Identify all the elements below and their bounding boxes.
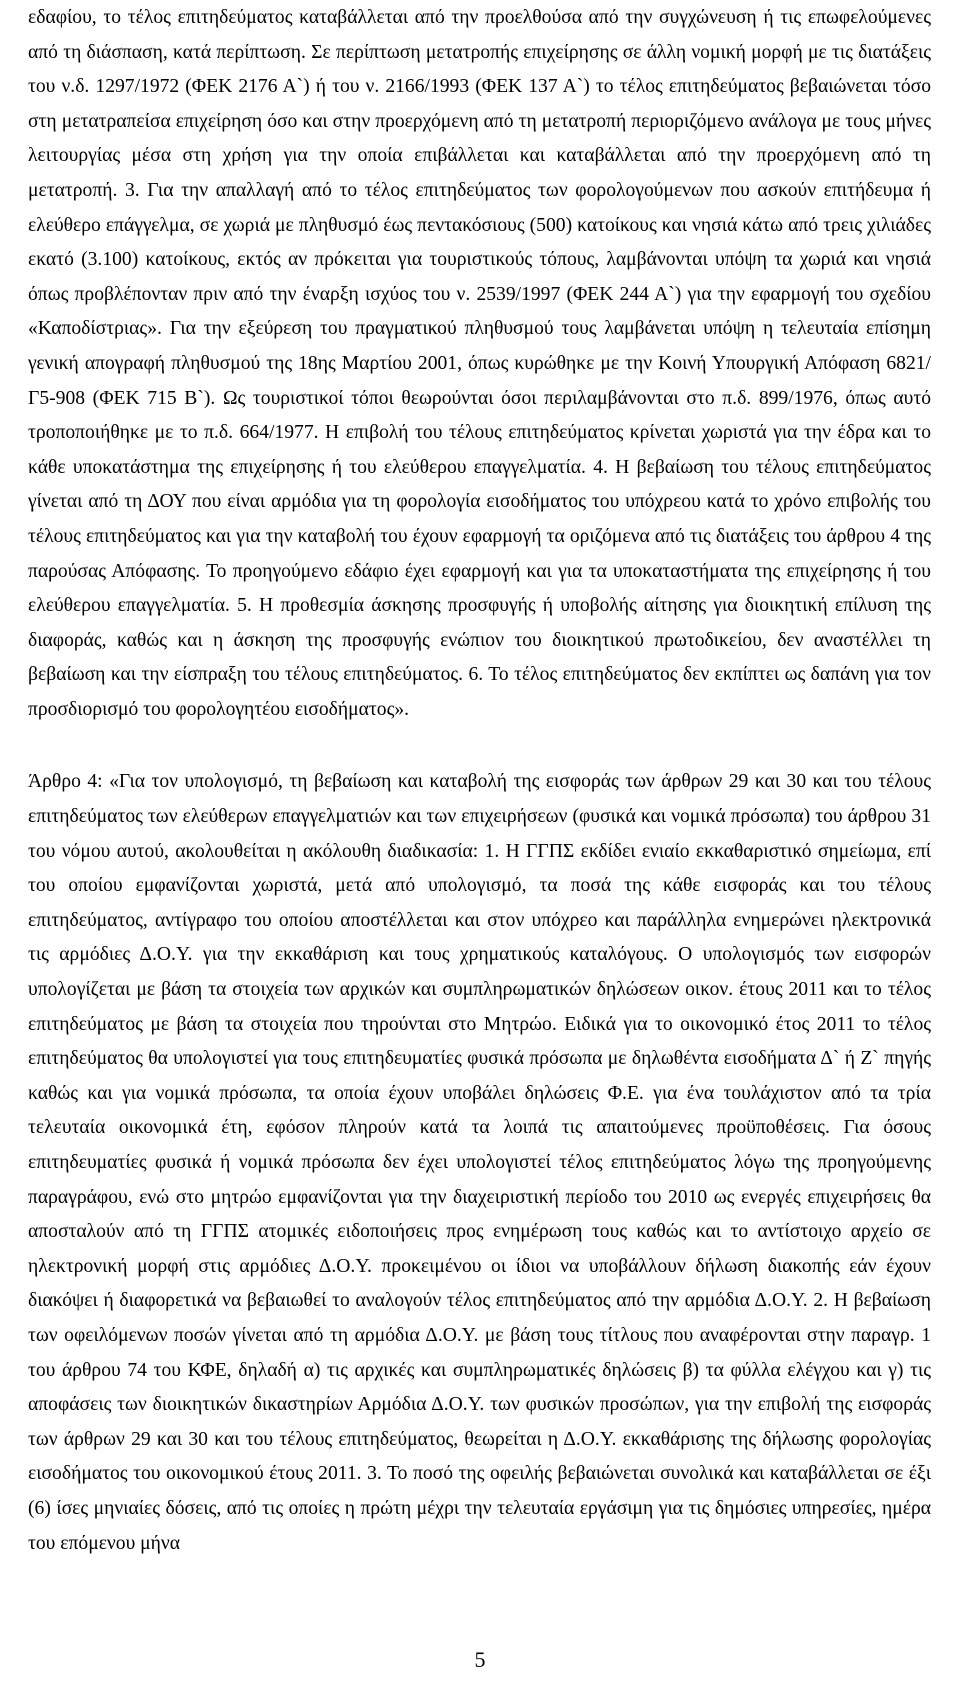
document-body <box>28 1 931 1561</box>
page-number: 5 <box>474 1647 486 1672</box>
body-paragraph: εδαφίου, το τέλος επιτηδεύματος καταβάλλεται από την προελθούσα από την συγχώνευση ή τις επωφελούμενες από τη διάσπαση, κατά περίπτωση. Σε περίπτωση μετατροπής επιχείρησης σε άλλη νομική μορφή με τις διατάξεις του ν.δ. 1297/1972 (ΦΕΚ 2176 Α`) ή του ν. 2166/1993 (ΦΕΚ 137 Α`) το τέλος επιτηδεύματος βεβαιώνεται τόσο στη μετατραπείσα επιχείρηση όσο και στην προερχόμενη από τη μετατροπή περιοριζόμενο ανάλογα με τους μήνες λειτουργίας μέσα στη χρήση για την οποία επιβάλλεται και καταβάλλεται από την προερχόμενη από τη μετατροπή. 3. Για την απαλλαγή από το τέλος επιτηδεύματος των φορολογούμενων που ασκούν επιτήδευμα ή ελεύθερο επάγγελμα, σε χωριά με πληθυσμό έως πεντακόσιους (500) κατοίκους και νησιά κάτω από τρεις χιλιάδες εκατό (3.100) κατοίκους, εκτός αν πρόκειται για τουριστικούς τόπους, λαμβάνονται υπόψη τα χωριά και νησιά όπως προβλέπονταν πριν από την έναρξη ισχύος του ν. 2539/1997 (ΦΕΚ 244 Α`) για την εφαρμογή του σχεδίου «Καποδίστριας». Για την εξεύρεση του πραγματικού πληθυσμού τους λαμβάνεται υπόψη η τελευταία επίσημη γενική απογραφή πληθυσμού της 18ης Μαρτίου 2001, όπως κυρώθηκε με την Κοινή Υπουργική Απόφαση 6821/Γ5-908 (ΦΕΚ 715 Β`). Ως τουριστικοί τόποι θεωρούνται όσοι περιλαμβάνονται στο π.δ. 899/1976, όπως αυτό τροποποιήθηκε με το π.δ. 664/1977. Η επιβολή του τέλους επιτηδεύματος κρίνεται χωριστά για την έδρα και το κάθε υποκατάστημα της επιχείρησης ή του ελεύθερου επαγγελματία. 4. Η βεβαίωση του τέλους επιτηδεύματος γίνεται από τη ΔΟΥ που είναι αρμόδια για τη φορολογία εισοδήματος του υπόχρεου κατά το χρόνο επιβολής του τέλους επιτηδεύματος και για την καταβολή του έχουν εφαρμογή τα οριζόμενα από τις διατάξεις του άρθρου 4 της παρούσας Απόφασης. Το προηγούμενο εδάφιο έχει εφαρμογή και για τα υποκαταστήματα της επιχείρησης ή του ελεύθερου επαγγελματία. 5. Η προθεσμία άσκησης προσφυγής ή υποβολής αίτησης για διοικητική επίλυση της διαφοράς, καθώς και η άσκηση της προσφυγής ενώπιον του διοικητικού πρωτοδικείου, δεν αναστέλλει τη βεβαίωση και την είσπραξη του τέλους επιτηδεύματος. 6. Το τέλος επιτηδεύματος δεν εκπίπτει ως δαπάνη για τον προσδιορισμό του φορολογητέου εισοδήματος». <box>28 7 931 720</box>
body-paragraph: Άρθρο 4: «Για τον υπολογισμό, τη βεβαίωση και καταβολή της εισφοράς των άρθρων 29 και 30 και του τέλους επιτηδεύματος των ελεύθερων επαγγελματιών και των επιχειρήσεων (φυσικά και νομικά πρόσωπα) του άρθρου 31 του νόμου αυτού, ακολουθείται η ακόλουθη διαδικασία: 1. Η ΓΓΠΣ εκδίδει ενιαίο εκκαθαριστικό σημείωμα, επί του οποίου εμφανίζονται χωριστά, μετά από υπολογισμό, τα ποσά της κάθε εισφοράς και του τέλους επιτηδεύματος, αντίγραφο του οποίου αποστέλλεται και στον υπόχρεο και παράλληλα ενημερώνει ηλεκτρονικά τις αρμόδιες Δ.Ο.Υ. για την εκκαθάριση και τους χρηματικούς καταλόγους. Ο υπολογισμός των εισφορών υπολογίζεται με βάση τα στοιχεία των αρχικών και συμπληρωματικών δηλώσεων οικον. έτους 2011 και το τέλος επιτηδεύματος με βάση τα στοιχεία που τηρούνται στο Μητρώο. Ειδικά για το οικονομικό έτος 2011 το τέλος επιτηδεύματος θα υπολογιστεί για τους επιτηδευματίες φυσικά πρόσωπα με δηλωθέντα εισοδήματα Δ` ή Ζ` πηγής καθώς και για νομικά πρόσωπα, τα οποία έχουν υποβάλει δηλώσεις Φ.Ε. για ένα τουλάχιστον από τα τρία τελευταία οικονομικά έτη, εφόσον πληρούν κατά τα λοιπά τις απαιτούμενες προϋποθέσεις. Για όσους επιτηδευματίες φυσικά ή νομικά πρόσωπα δεν έχει υπολογιστεί τέλος επιτηδεύματος λόγω της προηγούμενης παραγράφου, ενώ στο μητρώο εμφανίζονται για την διαχειριστική περίοδο του 2010 ως ενεργές επιχειρήσεις θα αποσταλούν από τη ΓΓΠΣ ατομικές ειδοποιήσεις προς ενημέρωση τους καθώς και το αντίστοιχο αρχείο σε ηλεκτρονική μορφή στις αρμόδιες Δ.Ο.Υ. προκειμένου οι ίδιοι να υποβάλλουν δήλωση διακοπής εάν έχουν διακόψει ή διαφορετικά να βεβαιωθεί το αναλογούν τέλος επιτηδεύματος από την αρμόδια Δ.Ο.Υ. 2. Η βεβαίωση των οφειλόμενων ποσών γίνεται από τη αρμόδια Δ.Ο.Υ. με βάση τους τίτλους που αναφέρονται στην παραγρ. 1 του άρθρου 74 του ΚΦΕ, δηλαδή α) τις αρχικές και συμπληρωματικές δηλώσεις β) τα φύλλα ελέγχου και γ) τις αποφάσεις των διοικητικών δικαστηρίων Αρμόδια Δ.Ο.Υ. των φυσικών προσώπων, για την επιβολή της εισφοράς των άρθρων 29 και 30 και του τέλους επιτηδεύματος, θεωρείται η Δ.Ο.Υ. εκκαθάρισης της δήλωσης φορολογίας εισοδήματος του οικονομικού έτους 2011. 3. Το ποσό της οφειλής βεβαιώνεται συνολικά και καταβάλλεται σε έξι (6) ίσες μηνιαίες δόσεις, από τις οποίες η πρώτη μέχρι την τελευταία εργάσιμη για τις δημόσιες υπηρεσίες, ημέρα του επόμενου μήνα <box>28 771 931 1554</box>
